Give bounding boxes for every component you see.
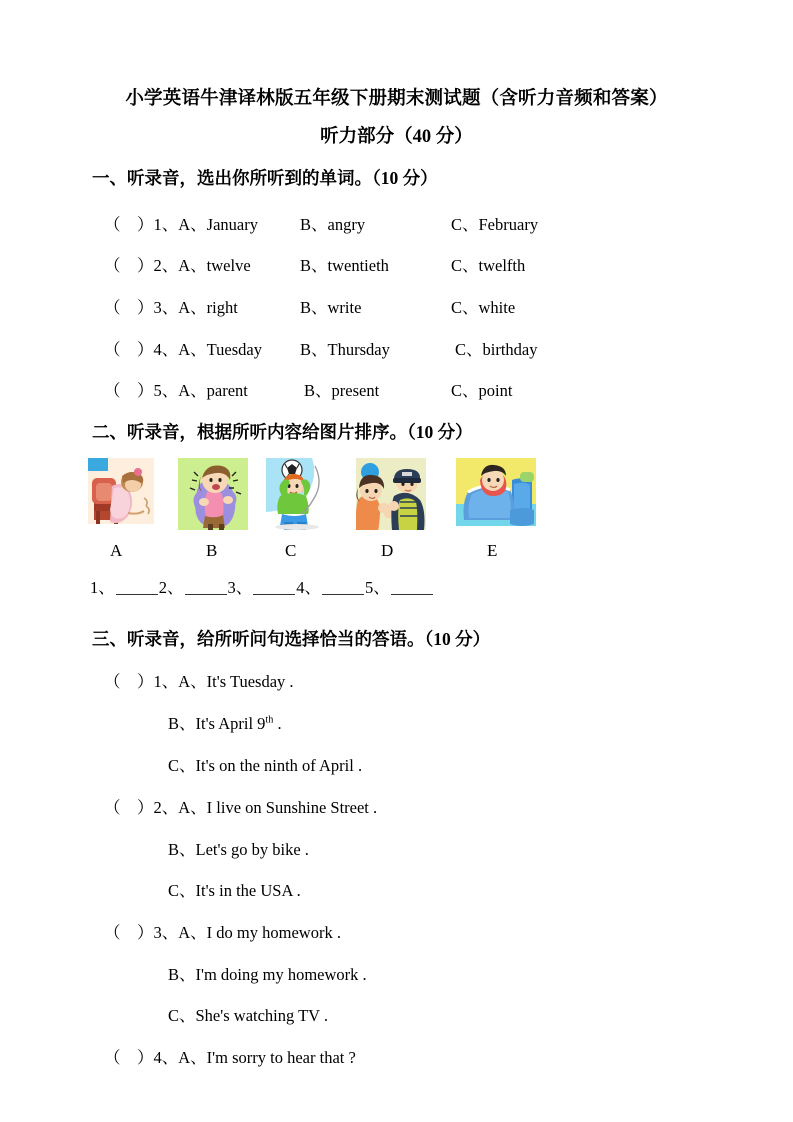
girl-talking-to-policeman-icon <box>356 458 426 530</box>
option-b-period: . <box>273 714 282 733</box>
part-three-item-4 <box>104 1044 704 1068</box>
option-a[interactable]: A、right <box>178 298 238 317</box>
picture-label-a: A <box>110 541 123 560</box>
answer-bracket[interactable]: （ ） <box>104 381 154 400</box>
picture-ordering-row <box>0 458 793 532</box>
order-blank-4[interactable] <box>322 579 364 595</box>
answer-bracket[interactable]: （ ） <box>104 298 154 317</box>
order-blank-5[interactable] <box>391 579 433 595</box>
answer-bracket[interactable]: （ ） <box>104 256 154 275</box>
part-three-item-3 <box>104 919 704 943</box>
part-three-item-1 <box>104 668 704 692</box>
option-a[interactable]: A、I live on Sunshine Street . <box>178 798 378 817</box>
part-one-heading: 一、听录音，选出你所听到的单词。（10 分） <box>92 168 438 188</box>
option-c[interactable]: C、twelfth <box>451 256 526 275</box>
item-number: 1、 <box>153 215 179 234</box>
answer-bracket[interactable]: （ ） <box>104 672 154 691</box>
girl-sleeping-on-chair-icon <box>88 458 154 530</box>
part-three-item-3-option-c[interactable]: C、She's watching TV . <box>168 1006 329 1025</box>
part-three-heading: 三、听录音，给所听问句选择恰当的答语。（10 分） <box>92 629 491 649</box>
option-a[interactable]: A、January <box>178 215 258 234</box>
item-number: 1、 <box>153 672 179 691</box>
option-b[interactable]: B、present <box>304 381 380 400</box>
picture-label-c: C <box>285 541 297 560</box>
option-a[interactable]: A、I do my homework . <box>178 923 341 942</box>
item-number: 2、 <box>153 798 179 817</box>
part-two-heading: 二、听录音，根据所听内容给图片排序。（10 分） <box>92 422 473 442</box>
part-three-item-2-option-b[interactable]: B、Let's go by bike . <box>168 840 309 859</box>
picture-order-answer-line <box>90 574 434 598</box>
answer-bracket[interactable]: （ ） <box>104 923 154 942</box>
item-number: 4、 <box>153 340 179 359</box>
order-blank-1[interactable] <box>116 579 158 595</box>
option-a[interactable]: A、parent <box>178 381 248 400</box>
option-c[interactable]: C、birthday <box>455 340 538 359</box>
option-a[interactable]: A、I'm sorry to hear that ? <box>178 1048 356 1067</box>
answer-bracket[interactable]: （ ） <box>104 1048 154 1067</box>
listening-section-header: 听力部分（40 分） <box>320 127 473 147</box>
part-one-item-4 <box>104 336 704 360</box>
option-c[interactable]: C、point <box>451 381 513 400</box>
order-blank-2[interactable] <box>185 579 227 595</box>
item-number: 2、 <box>153 256 179 275</box>
option-a[interactable]: A、It's Tuesday . <box>178 672 294 691</box>
part-one-item-5 <box>104 377 704 401</box>
item-number: 4、 <box>153 1048 179 1067</box>
option-a[interactable]: A、Tuesday <box>178 340 262 359</box>
option-b[interactable]: B、twentieth <box>300 256 389 275</box>
order-label-3: 3、 <box>227 578 253 597</box>
part-one-item-2 <box>104 252 704 276</box>
part-three-item-3-option-b[interactable]: B、I'm doing my homework . <box>168 965 367 984</box>
ordinal-suffix: th <box>265 714 274 726</box>
picture-label-e: E <box>487 541 498 560</box>
answer-bracket[interactable]: （ ） <box>104 340 154 359</box>
part-three-item-1-option-c[interactable]: C、It's on the ninth of April . <box>168 756 363 775</box>
answer-bracket[interactable]: （ ） <box>104 215 154 234</box>
boy-catching-football-icon <box>266 458 332 530</box>
option-b[interactable]: B、angry <box>300 215 366 234</box>
order-label-4: 4、 <box>296 578 321 597</box>
answer-bracket[interactable]: （ ） <box>104 798 154 817</box>
part-three-item-2 <box>104 794 704 818</box>
item-number: 3、 <box>153 923 179 942</box>
item-number: 5、 <box>153 381 179 400</box>
picture-label-b: B <box>206 541 218 560</box>
option-b[interactable]: B、write <box>300 298 362 317</box>
option-c[interactable]: C、white <box>451 298 516 317</box>
item-number: 3、 <box>153 298 179 317</box>
part-one-item-1 <box>104 211 704 235</box>
order-blank-3[interactable] <box>253 579 295 595</box>
part-one-item-3 <box>104 294 704 318</box>
page-title: 小学英语牛津译林版五年级下册期末测试题（含听力音频和答案） <box>125 89 668 109</box>
option-b-text: B、It's April 9 <box>168 714 266 733</box>
woman-coughing-sick-icon <box>178 458 248 530</box>
part-three-item-2-option-c[interactable]: C、It's in the USA . <box>168 881 301 900</box>
option-c[interactable]: C、February <box>451 215 539 234</box>
order-label-1: 1、 <box>90 578 115 597</box>
order-label-2: 2、 <box>158 578 184 597</box>
order-label-5: 5、 <box>365 578 390 597</box>
picture-label-d: D <box>381 541 394 560</box>
boy-in-bed-icon <box>456 458 536 530</box>
option-a[interactable]: A、twelve <box>178 256 251 275</box>
part-three-item-1-option-b[interactable] <box>168 710 282 734</box>
option-b[interactable]: B、Thursday <box>300 340 390 359</box>
